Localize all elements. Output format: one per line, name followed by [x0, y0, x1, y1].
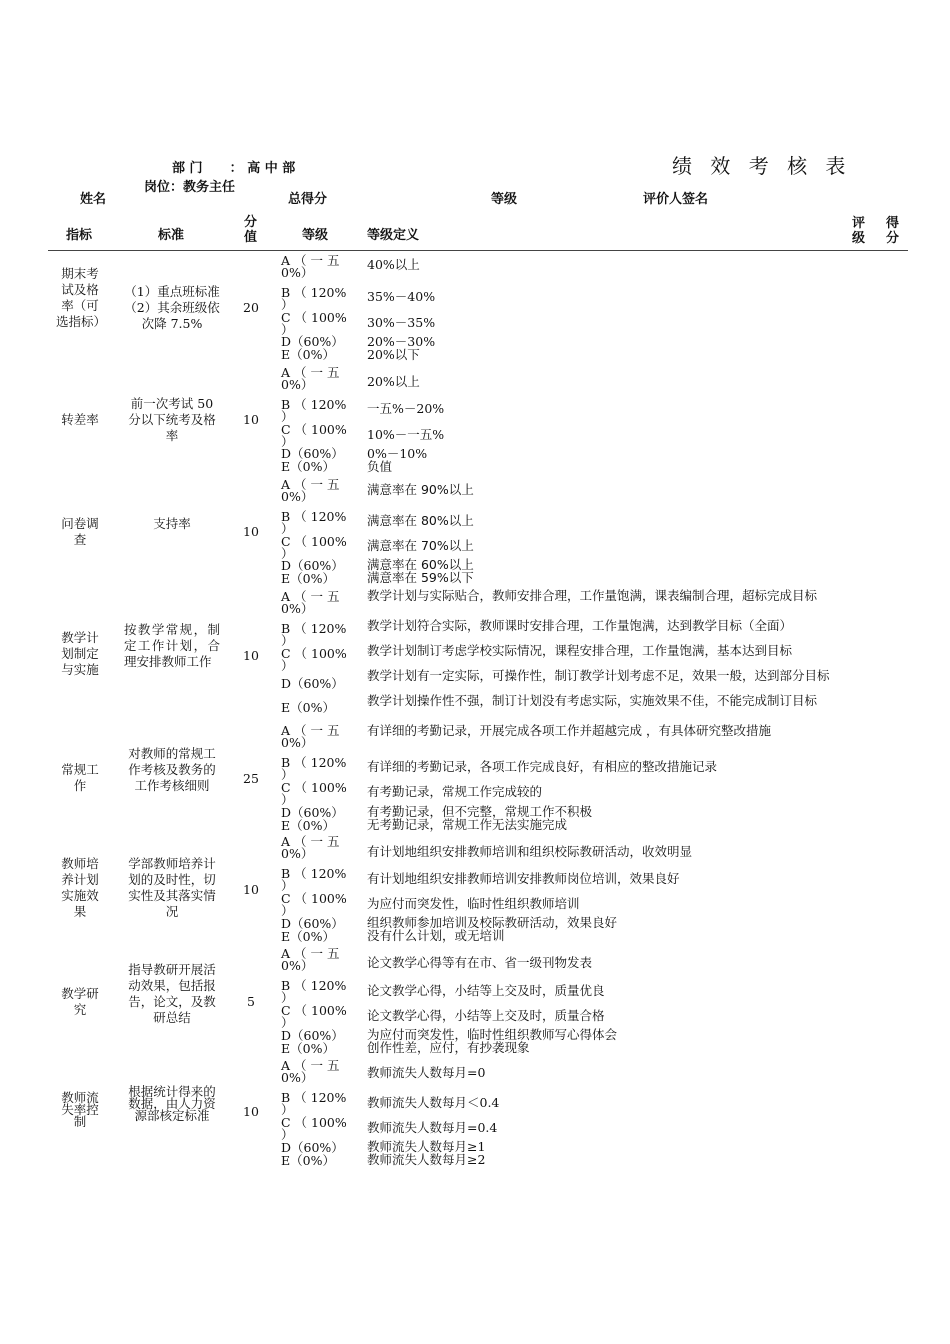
- level-a: A （ 一 五 0%）: [281, 365, 340, 392]
- def-c: 10%－一五%: [367, 427, 445, 442]
- def-a: 满意率在 90%以上: [367, 482, 474, 497]
- level-b: B （ 120% ）: [281, 621, 347, 648]
- row-indicator: 问卷调查: [61, 516, 99, 547]
- name-label: 姓名: [80, 192, 107, 207]
- def-d: 有考勤记录，但不完整，常规工作不积极: [367, 804, 593, 819]
- def-b: 论文教学心得，小结等上交及时，质量优良: [367, 983, 605, 998]
- level-c: C （ 100% ）: [281, 780, 347, 807]
- row-indicator: 常规工作: [61, 762, 99, 793]
- col-score: 分值: [244, 215, 258, 245]
- def-c: 论文教学心得，小结等上交及时，质量合格: [367, 1008, 605, 1023]
- level-b: B （ 120% ）: [281, 397, 347, 424]
- row-indicator: 教师培养计划实施效果: [61, 856, 99, 919]
- department-label: 部 门 ： 高 中 部: [172, 161, 296, 176]
- row-score: 10: [243, 1104, 259, 1119]
- level-d: D（60%）: [281, 1140, 344, 1155]
- level-a: A （ 一 五 0%）: [281, 589, 340, 616]
- row-indicator: 期末考试及格率（可选指标）: [56, 266, 107, 329]
- level-e: E（0%）: [281, 347, 335, 362]
- col-points: 得分: [886, 216, 900, 246]
- level-a: A （ 一 五 0%）: [281, 946, 340, 973]
- row-standard: 支持率: [153, 516, 191, 531]
- level-b: B （ 120% ）: [281, 755, 347, 782]
- def-a: 教学计划与实际贴合，教师安排合理，工作量饱满，课表编制合理，超标完成目标: [367, 588, 818, 603]
- def-d: 教师流失人数每月≥1: [367, 1139, 486, 1154]
- level-c: C （ 100% ）: [281, 891, 347, 918]
- def-a: 有计划地组织安排教师培训和组织校际教研活动，收效明显: [367, 844, 693, 859]
- row-score: 10: [243, 648, 259, 663]
- def-e: 教师流失人数每月≥2: [367, 1152, 486, 1167]
- position-label: 岗位：教务主任: [144, 180, 236, 195]
- row-score: 5: [247, 994, 255, 1009]
- level-a: A （ 一 五 0%）: [281, 1058, 340, 1085]
- row-score: 20: [243, 300, 259, 315]
- def-a: 有详细的考勤记录，开展完成各项工作并超越完成 ，有具体研究整改措施: [367, 723, 771, 738]
- def-d: 20%－30%: [367, 334, 436, 349]
- row-standard: 学部教师培养计划的及时性，切实性及其落实情况: [128, 856, 216, 919]
- level-d: D（60%）: [281, 676, 344, 691]
- row-indicator: 教师流失率控制: [61, 1090, 99, 1129]
- def-e: 教学计划操作性不强，制订计划没有考虑实际，实施效果不佳，不能完成制订目标: [367, 693, 818, 708]
- level-c: C （ 100% ）: [281, 1115, 347, 1142]
- def-d: 组织教师参加培训及校际教研活动，效果良好: [367, 915, 618, 930]
- level-c: C （ 100% ）: [281, 534, 347, 561]
- level-b: B （ 120% ）: [281, 1090, 347, 1117]
- def-b: 35%－40%: [367, 289, 436, 304]
- def-e: 负值: [367, 459, 393, 474]
- row-score: 10: [243, 524, 259, 539]
- def-e: 满意率在 59%以下: [367, 570, 474, 585]
- row-indicator: 教学研究: [61, 986, 99, 1017]
- row-standard: 按教学常规，制定工作计划，合理安排教师工作: [124, 622, 220, 669]
- row-indicator: 转差率: [61, 412, 99, 427]
- def-d: 0%－10%: [367, 446, 428, 461]
- def-a: 教师流失人数每月=0: [367, 1065, 486, 1080]
- level-d: D（60%）: [281, 446, 344, 461]
- def-a: 40%以上: [367, 257, 420, 272]
- level-e: E（0%）: [281, 459, 335, 474]
- level-d: D（60%）: [281, 916, 344, 931]
- header-divider: [48, 250, 908, 251]
- def-e: 创作性差，应付，有抄袭现象: [367, 1040, 530, 1055]
- def-e: 20%以下: [367, 347, 420, 362]
- level-a: A （ 一 五 0%）: [281, 253, 340, 280]
- level-d: D（60%）: [281, 334, 344, 349]
- col-standard: 标准: [158, 228, 185, 243]
- def-e: 没有什么计划，或无培训: [367, 928, 505, 943]
- level-c: C （ 100% ）: [281, 1003, 347, 1030]
- def-c: 有考勤记录，常规工作完成较的: [367, 784, 543, 799]
- def-b: 教学计划符合实际，教师课时安排合理，工作量饱满，达到教学目标（全面）: [367, 618, 793, 633]
- def-d: 满意率在 60%以上: [367, 557, 474, 572]
- level-e: E（0%）: [281, 818, 335, 833]
- row-standard: 对教师的常规工作考核及教务的工作考核细则: [128, 746, 216, 793]
- def-c: 为应付而突发性，临时性组织教师培训: [367, 896, 580, 911]
- level-a: A （ 一 五 0%）: [281, 834, 340, 861]
- def-b: 一五%－20%: [367, 401, 445, 416]
- def-c: 满意率在 70%以上: [367, 538, 474, 553]
- level-b: B （ 120% ）: [281, 509, 347, 536]
- level-e: E（0%）: [281, 700, 335, 715]
- level-c: C （ 100% ）: [281, 310, 347, 337]
- level-c: C （ 100% ）: [281, 422, 347, 449]
- col-indicator: 指标: [66, 228, 93, 243]
- def-e: 无考勤记录，常规工作无法实施完成: [367, 817, 568, 832]
- signer-label: 评价人签名: [643, 192, 709, 207]
- def-b: 教师流失人数每月＜0.4: [367, 1095, 500, 1110]
- row-standard: 根据统计得来的数据，由人力资源部核定标准: [128, 1084, 216, 1123]
- level-e: E（0%）: [281, 1153, 335, 1168]
- def-d: 为应付而突发性，临时性组织教师写心得体会: [367, 1027, 618, 1042]
- page-title: 绩 效 考 核 表: [672, 154, 852, 178]
- level-a: A （ 一 五 0%）: [281, 723, 340, 750]
- row-standard: （1）重点班标准（2）其余班级依次降 7.5%: [124, 284, 220, 331]
- level-e: E（0%）: [281, 571, 335, 586]
- level-a: A （ 一 五 0%）: [281, 477, 340, 504]
- level-d: D（60%）: [281, 558, 344, 573]
- def-d: 教学计划有一定实际，可操作性，制订教学计划考虑不足，效果一般，达到部分目标: [367, 668, 830, 683]
- row-standard: 前一次考试 50 分以下统考及格率: [128, 396, 216, 443]
- row-score: 25: [243, 771, 259, 786]
- def-c: 30%－35%: [367, 315, 436, 330]
- def-c: 教师流失人数每月=0.4: [367, 1120, 498, 1135]
- def-b: 满意率在 80%以上: [367, 513, 474, 528]
- level-b: B （ 120% ）: [281, 285, 347, 312]
- level-d: D（60%）: [281, 1028, 344, 1043]
- level-b: B （ 120% ）: [281, 866, 347, 893]
- def-b: 有计划地组织安排教师培训安排教师岗位培训，效果良好: [367, 871, 680, 886]
- row-standard: 指导教研开展活动效果，包括报告，论文，及教研总结: [128, 962, 216, 1025]
- grade-label: 等级: [491, 192, 518, 207]
- col-level: 等级: [302, 228, 329, 243]
- level-e: E（0%）: [281, 1041, 335, 1056]
- level-b: B （ 120% ）: [281, 978, 347, 1005]
- level-d: D（60%）: [281, 805, 344, 820]
- def-a: 论文教学心得等有在市、省一级刊物发表: [367, 955, 593, 970]
- col-rating: 评级: [852, 216, 866, 246]
- def-b: 有详细的考勤记录，各项工作完成良好，有相应的整改措施记录: [367, 759, 718, 774]
- level-e: E（0%）: [281, 929, 335, 944]
- total-score-label: 总得分: [288, 192, 328, 207]
- col-level-definition: 等级定义: [367, 228, 420, 243]
- def-a: 20%以上: [367, 374, 420, 389]
- row-score: 10: [243, 882, 259, 897]
- level-c: C （ 100% ）: [281, 646, 347, 673]
- row-score: 10: [243, 412, 259, 427]
- row-indicator: 教学计划制定与实施: [61, 630, 99, 677]
- def-c: 教学计划制订考虑学校实际情况，课程安排合理，工作量饱满，基本达到目标: [367, 643, 793, 658]
